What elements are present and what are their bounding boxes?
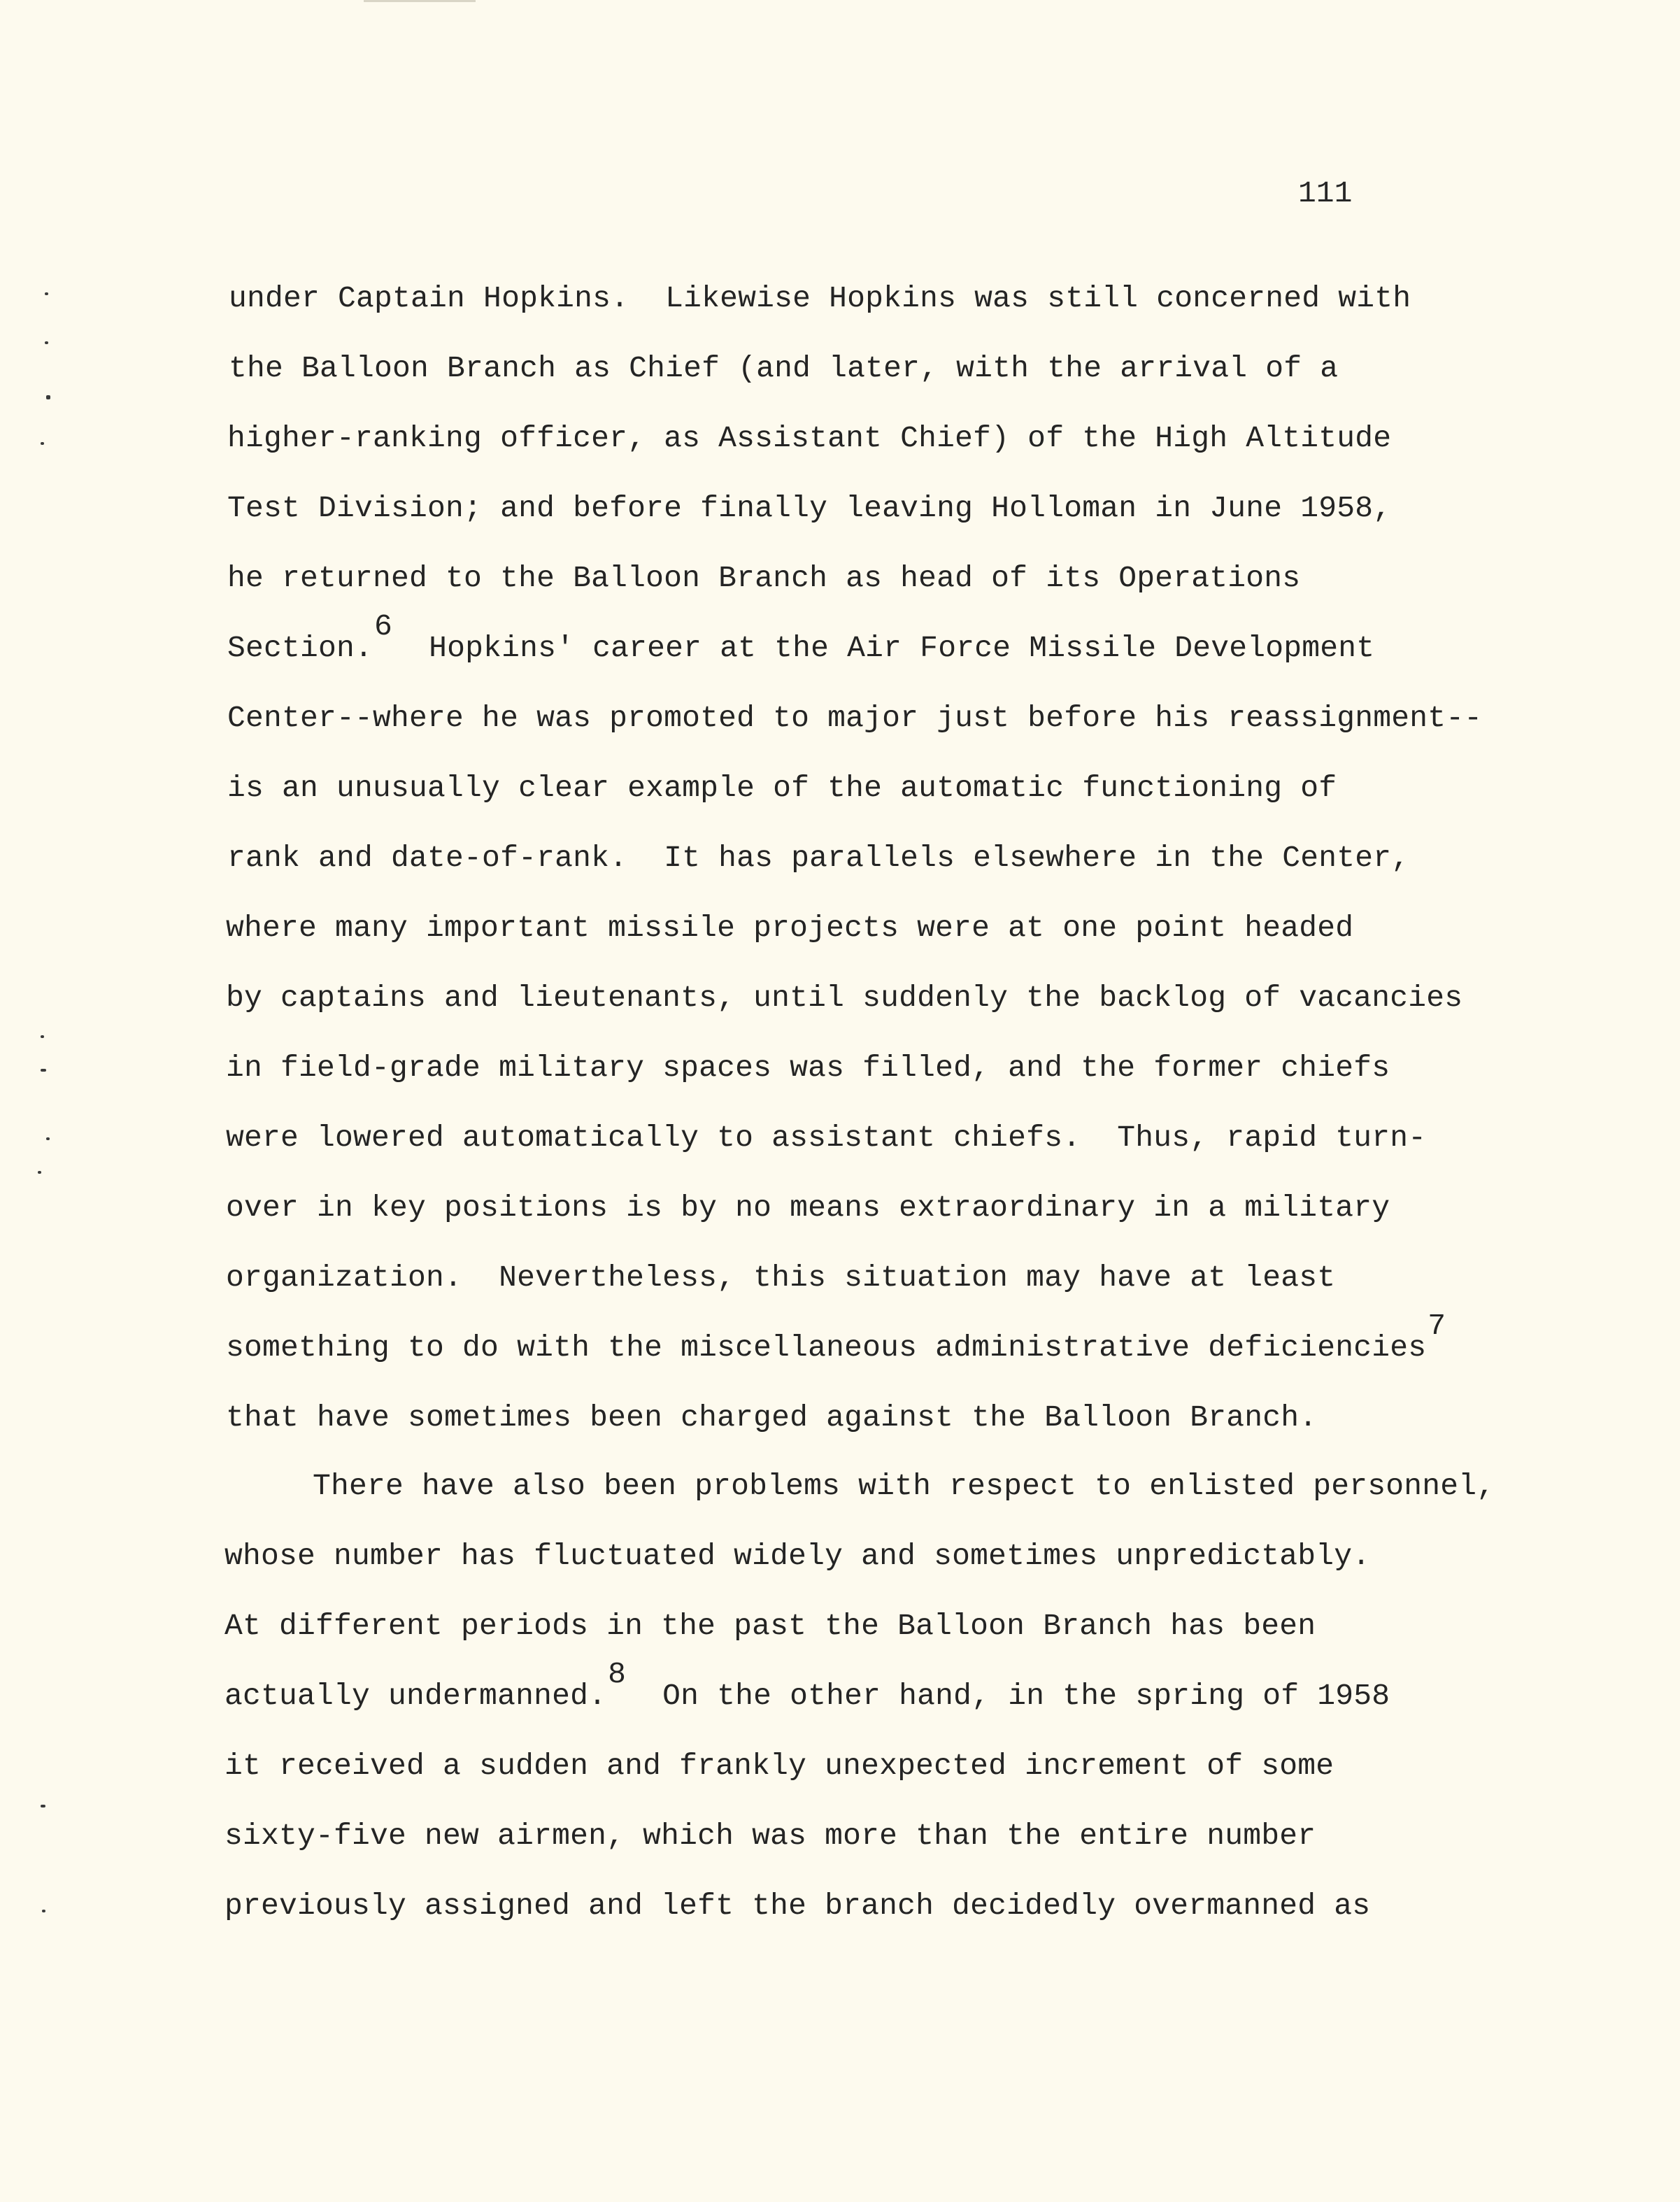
text-line: it received a sudden and frankly unexpected increment of some (225, 1749, 1334, 1783)
margin-speck (41, 1035, 44, 1038)
text-line: the Balloon Branch as Chief (and later, with the arrival of a (229, 351, 1339, 385)
text-line: in field-grade military spaces was filled, and the former chiefs (226, 1051, 1390, 1085)
text-line: previously assigned and left the branch decidedly overmanned as (225, 1889, 1371, 1923)
margin-speck (45, 292, 48, 295)
text-line: actually undermanned.8 On the other hand, in the spring of 1958 (225, 1657, 1390, 1713)
text-line: higher-ranking officer, as Assistant Chief) of the High Altitude (227, 421, 1392, 455)
margin-speck (41, 1069, 46, 1072)
margin-speck (42, 1910, 45, 1912)
text-line: by captains and lieutenants, until suddenly the backlog of vacancies (226, 981, 1463, 1015)
footnote-marker: 7 (1428, 1309, 1446, 1344)
margin-speck (41, 1805, 45, 1807)
footnote-marker: 8 (608, 1657, 627, 1692)
text-line: Test Division; and before finally leaving Holloman in June 1958, (227, 491, 1392, 525)
text-line: Center--where he was promoted to major just before his reassignment-- (227, 701, 1483, 735)
margin-speck (46, 1137, 50, 1140)
text-line: At different periods in the past the Balloon Branch has been (225, 1609, 1316, 1643)
text-line: whose number has fluctuated widely and sometimes unpredictably. (225, 1539, 1371, 1573)
text-line: over in key positions is by no means extraordinary in a military (226, 1191, 1390, 1225)
text-line: rank and date-of-rank. It has parallels elsewhere in the Center, (227, 841, 1410, 875)
text-line: is an unusually clear example of the automatic functioning of (227, 771, 1337, 805)
page-number: 111 (1298, 176, 1353, 211)
text-line: he returned to the Balloon Branch as head of its Operations (227, 561, 1301, 595)
text-line: Section.6 Hopkins' career at the Air Force Missile Development (227, 609, 1375, 665)
margin-speck (46, 395, 50, 399)
text-line: under Captain Hopkins. Likewise Hopkins was still concerned with (229, 281, 1411, 315)
scan-edge-mark (364, 0, 476, 2)
margin-speck (38, 1171, 41, 1174)
text-line: were lowered automatically to assistant chiefs. Thus, rapid turn- (226, 1121, 1427, 1155)
text-line: organization. Nevertheless, this situation may have at least (226, 1260, 1336, 1295)
margin-speck (41, 442, 44, 445)
footnote-marker: 6 (374, 609, 393, 644)
text-line: something to do with the miscellaneous administrative deficiencies7 (226, 1309, 1446, 1365)
text-line: There have also been problems with respect to enlisted personnel, (313, 1469, 1495, 1503)
text-line: sixty-five new airmen, which was more than the entire number (225, 1819, 1316, 1853)
text-line: that have sometimes been charged against the Balloon Branch. (226, 1400, 1318, 1435)
margin-speck (45, 341, 48, 344)
text-line: where many important missile projects were at one point headed (226, 911, 1354, 945)
